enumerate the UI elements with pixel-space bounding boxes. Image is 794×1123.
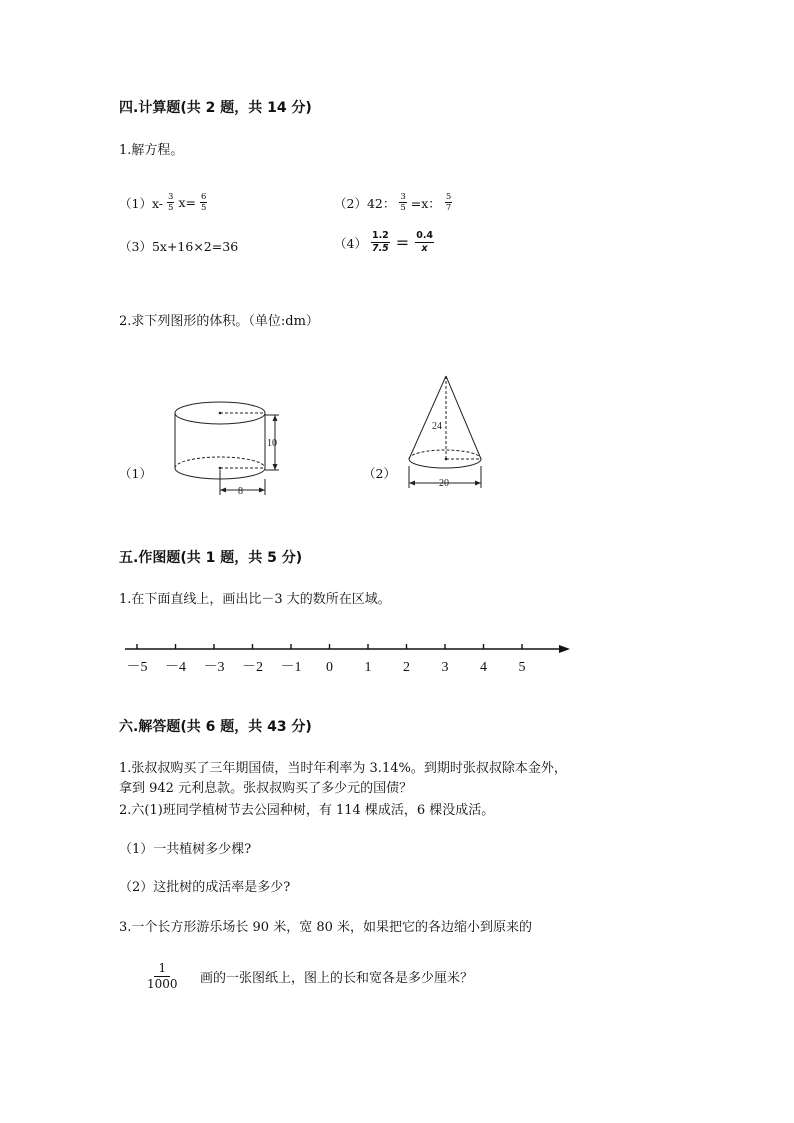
numerator: 1 <box>154 961 170 977</box>
denominator: 5 <box>400 203 406 213</box>
question-6-2-sub1: （1）一共植树多少棵? <box>119 842 252 857</box>
section-5-title: 五.作图题(共 1 题，共 5 分) <box>119 550 303 566</box>
denominator: 7 <box>445 203 452 213</box>
figure-1-label: （1） <box>119 466 152 481</box>
question-5-1-text: 1.在下面直线上，画出比－3 大的数所在区域。 <box>119 592 391 607</box>
denominator: 7.5 <box>371 243 389 254</box>
number-line-label: 5 <box>518 660 526 675</box>
number-line-label: 1 <box>364 660 372 675</box>
equals-sign: = <box>395 233 410 252</box>
numerator: 3 <box>168 192 174 202</box>
scale-fraction <box>143 961 182 992</box>
cylinder-height-label: 10 <box>267 438 277 449</box>
numerator: 3 <box>400 192 406 202</box>
number-line-label: －5 <box>126 660 148 675</box>
question-6-1-line1: 1.张叔叔购买了三年期国债，当时年利率为 3.14%。到期时张叔叔除本金外， <box>119 761 567 776</box>
denominator: 5 <box>200 203 207 213</box>
equation-4 <box>334 230 438 255</box>
number-line-label: －1 <box>280 660 302 675</box>
cylinder-radius-label: 8 <box>238 486 243 497</box>
question-6-3-text: 3.一个长方形游乐场长 90 米，宽 80 米，如果把它的各边缩小到原来的 <box>119 920 533 935</box>
equation-1-mid: x= <box>178 195 196 210</box>
numerator: 5 <box>445 192 452 202</box>
number-line <box>110 630 580 685</box>
equation-1 <box>119 192 211 213</box>
question-4-1-text: 1.解方程。 <box>119 143 184 158</box>
number-line-label: －2 <box>242 660 263 675</box>
question-6-1-line2: 拿到 942 元利息款。张叔叔购买了多少元的国债？ <box>119 781 413 796</box>
denominator: 1000 <box>147 977 178 991</box>
arrow-right-icon <box>559 645 570 653</box>
denominator: x <box>421 243 428 254</box>
numerator: 1.2 <box>371 230 389 241</box>
fraction <box>445 192 452 213</box>
number-line-label: 0 <box>326 660 333 675</box>
fraction <box>415 230 434 255</box>
fraction <box>371 230 390 255</box>
denominator: 5 <box>168 203 174 213</box>
question-6-3-continuation: 画的一张图纸上，图上的长和宽各是多少厘米？ <box>200 971 474 986</box>
question-6-2-text: 2.六(1)班同学植树节去公园种树，有 114 棵成活，6 棵没成活。 <box>119 803 495 818</box>
question-4-2-text: 2.求下列图形的体积。（单位:dm） <box>119 314 319 329</box>
equation-2-mid: =x： <box>410 195 441 211</box>
cone-diameter-label: 20 <box>439 478 449 489</box>
fraction <box>167 192 174 213</box>
question-6-2-sub2: （2）这批树的成活率是多少? <box>119 880 291 895</box>
fraction <box>399 192 406 213</box>
figure-2-label: （2） <box>363 466 396 481</box>
fraction <box>147 961 178 992</box>
number-line-label: 2 <box>403 660 410 675</box>
equation-1-label: （1）x- <box>119 195 164 211</box>
number-line-label: －3 <box>203 660 225 675</box>
cone-height-label: 24 <box>432 421 442 432</box>
cylinder-figure <box>165 393 290 503</box>
equation-4-label: （4） <box>334 235 367 251</box>
equation-3: （3）5x+16×2=36 <box>119 239 239 254</box>
number-line-label: －4 <box>165 660 186 675</box>
section-6-title: 六.解答题(共 6 题，共 43 分) <box>119 719 312 735</box>
numerator: 0.4 <box>416 230 434 241</box>
equation-2 <box>334 192 456 213</box>
section-4-title: 四.计算题(共 2 题，共 14 分) <box>119 100 312 116</box>
equation-2-label: （2）42： <box>334 195 396 211</box>
number-line-label: 3 <box>441 660 449 675</box>
numerator: 6 <box>200 192 207 202</box>
cone-figure <box>402 372 492 492</box>
number-line-label: 4 <box>480 660 487 675</box>
fraction <box>200 192 207 213</box>
